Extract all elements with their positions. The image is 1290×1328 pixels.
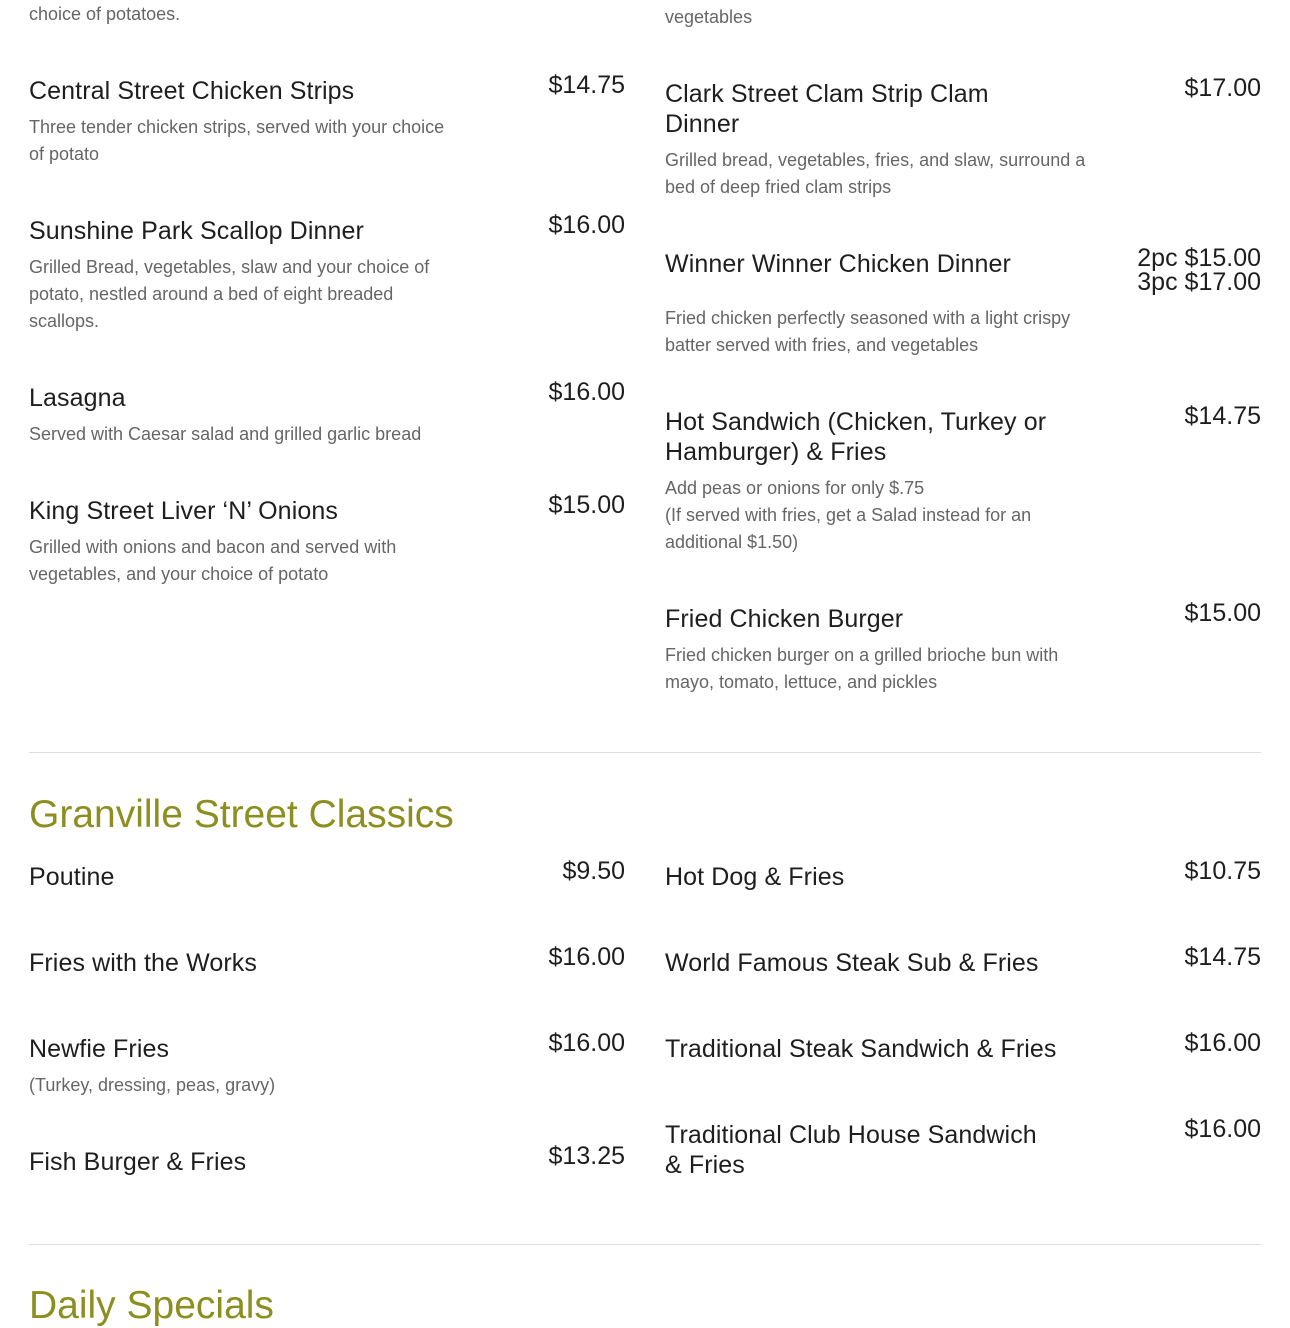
item-name: Winner Winner Chicken Dinner (665, 250, 1011, 278)
item-description: Served with Caesar salad and grilled garlic bread (29, 424, 422, 444)
item-description: (Turkey, dressing, peas, gravy) (29, 1075, 276, 1095)
item-name: Hot Sandwich (Chicken, Turkey or Hamburger) & Fries (665, 408, 1047, 466)
item-name: World Famous Steak Sub & Fries (665, 949, 1039, 977)
item-price: $14.75 (1184, 943, 1261, 971)
item-name: Fried Chicken Burger (665, 605, 904, 633)
item-description: Three tender chicken strips, served with your choice of potato (29, 117, 445, 164)
item-name: Traditional Club House Sandwich & Fries (665, 1121, 1037, 1179)
item-description: choice of potatoes. (29, 4, 181, 24)
item-name: Clark Street Clam Strip Clam Dinner (665, 80, 989, 138)
item-name: Traditional Steak Sandwich & Fries (665, 1035, 1057, 1063)
item-price: $10.75 (1184, 857, 1261, 885)
item-name: Poutine (29, 863, 115, 891)
item-name: Fries with the Works (29, 949, 257, 977)
item-description: Fried chicken burger on a grilled brioche bun with mayo, tomato, lettuce, and pickles (665, 645, 1059, 692)
item-price: $16.00 (548, 378, 625, 406)
section-title: Granville Street Classics (29, 793, 454, 836)
section-divider (29, 752, 1261, 753)
item-price: $16.00 (548, 211, 625, 239)
item-name: Hot Dog & Fries (665, 863, 845, 891)
item-price: $15.00 (548, 491, 625, 519)
item-price: $17.00 (1184, 74, 1261, 102)
item-price: 2pc $15.00 3pc $17.00 (1137, 244, 1261, 296)
item-price: $14.75 (548, 71, 625, 99)
item-description: Grilled Bread, vegetables, slaw and your choice of potato, nestled around a bed of eight breaded scallops. (29, 257, 430, 331)
item-description: Grilled bread, vegetables, fries, and slaw, surround a bed of deep fried clam strips (665, 150, 1086, 197)
item-price: $16.00 (548, 1029, 625, 1057)
item-price: $13.25 (548, 1142, 625, 1170)
item-name: Newfie Fries (29, 1035, 170, 1063)
item-name: King Street Liver ‘N’ Onions (29, 497, 338, 525)
item-description: Grilled with onions and bacon and served with vegetables, and your choice of potato (29, 537, 397, 584)
item-price: $16.00 (548, 943, 625, 971)
item-price: $9.50 (562, 857, 625, 885)
item-description: Add peas or onions for only $.75 (If served with fries, get a Salad instead for an additional $1.50) (665, 478, 1032, 552)
section-divider (29, 1244, 1261, 1245)
item-price: $16.00 (1184, 1029, 1261, 1057)
item-price: $16.00 (1184, 1115, 1261, 1143)
item-description: vegetables (665, 7, 753, 27)
item-name: Central Street Chicken Strips (29, 77, 355, 105)
section-title: Daily Specials (29, 1284, 274, 1327)
item-name: Sunshine Park Scallop Dinner (29, 217, 364, 245)
item-description: Fried chicken perfectly seasoned with a light crispy batter served with fries, and vegetables (665, 308, 1071, 355)
item-name: Lasagna (29, 384, 126, 412)
item-name: Fish Burger & Fries (29, 1148, 247, 1176)
item-price: $14.75 (1184, 402, 1261, 430)
item-price: $15.00 (1184, 599, 1261, 627)
